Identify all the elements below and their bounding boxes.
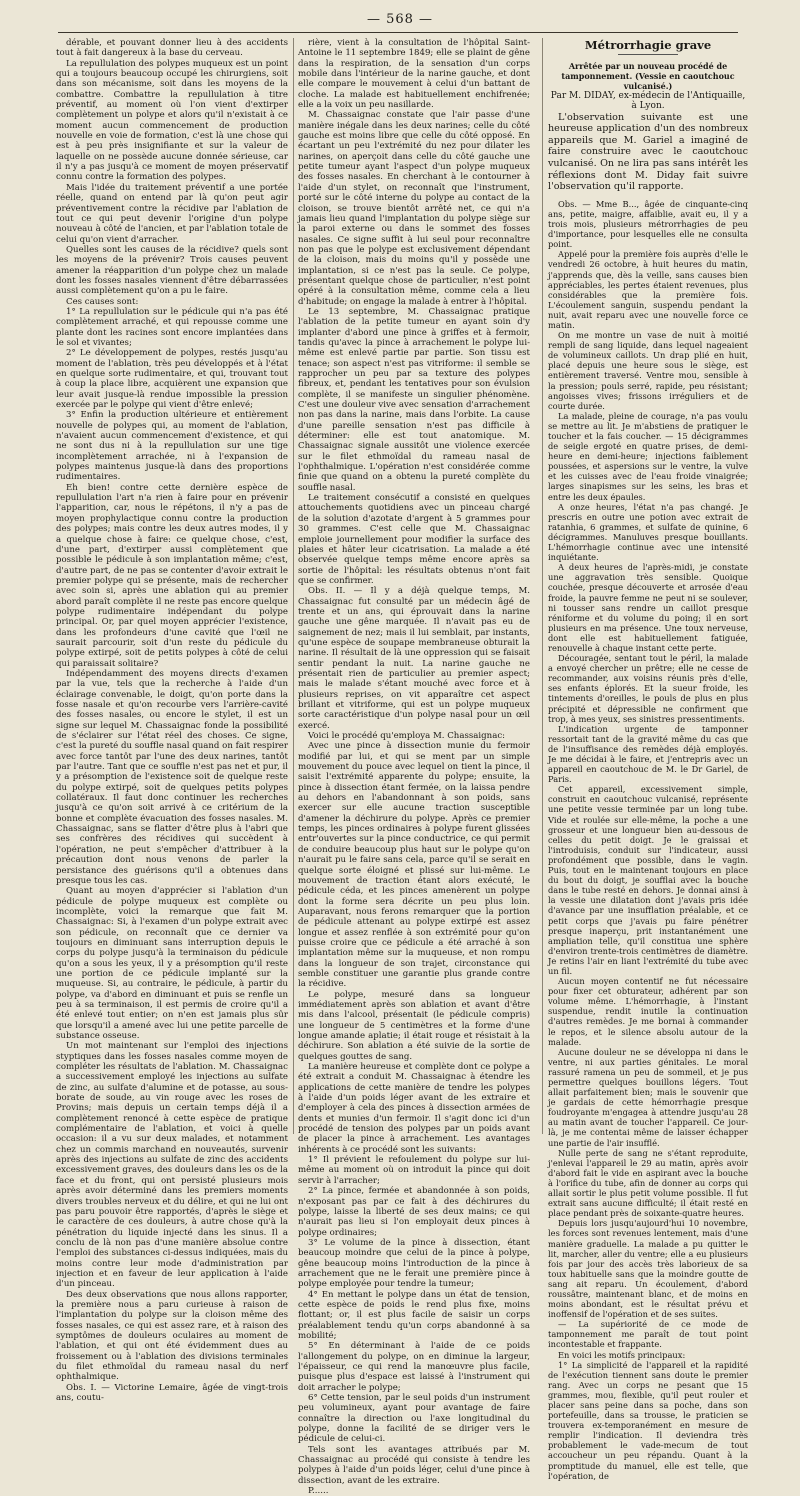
paragraph: Un mot maintenant sur l'emploi des injections styptiques dans les fosses nasales comme moyen de compléter les résultats de l'ablation. M. Chassaignac a successivement employé les injections au sulfate de zinc, au sulfate d'alumine et de potasse, au sous-borate de soude, au vin rouge avec les roses de Provins; mais depuis un certain temps déjà il a complètement renoncé à cette espèce de pratique complémentaire de l'ablation, et voici à quelle occasion: il a vu sur deux malades, et notamment chez un commis marchand en nouveautés, survenir après des injections au sulfate de zinc des accidents excessivement graves, des douleurs dans les os de la face et du front, qui ont persisté plusieurs mois après avoir déterminé dans les premiers moments divers troubles nerveux et du délire, et qui ne lui ont pas paru pouvoir être rapportés, d'après le siège et le caractère de ces douleurs, à autre chose qu'à la pénétration du liquide injecté dans les sinus. Il a conclu de là non pas d'une manière absolue contre l'emploi des substances ci-dessus indiquées, mais du moins contre leur mode d'administration par injection et en faveur de leur application à l'aide d'un pinceau.	[56, 1041, 288, 1290]
paragraph: Appelé pour la première fois auprès d'elle le vendredi 26 octobre, à huit heures du matin, j'apprends que, dès la veille, sans causes bien appréciables, les pertes étaient revenues, plus considérables que la première fois. L'écoulement sanguin, suspendu pendant la nuit, avait reparu avec une nouvelle force ce matin.	[548, 249, 748, 330]
title-rule	[618, 54, 678, 55]
paragraph: L'indication urgente de tamponner ressortait tant de la gravité même du cas que de l'insuffisance des remèdes déjà employés. Je me décidai à le faire, et j'entrepris avec un appareil en caoutchouc de M. le Dr Gariel, de Paris.	[548, 723, 748, 785]
column-left	[56, 38, 288, 1404]
paragraph: — La supériorité de ce mode de tamponnement me paraît de tout point incontestable et frappante.	[548, 1319, 748, 1350]
article-body	[548, 199, 748, 1481]
paragraph: La repullulation des polypes muqueux est un point qui a toujours beaucoup occupé les chirurgiens, soit dans son mécanisme, soit dans les moyens de la combattre. Combattre la repullulation à titre préventif, au moment où l'on vient d'extirper complètement un polype et alors qu'il n'existait à ce moment aucun commencement de production nouvelle en voie de formation, c'est là une chose qui est à peu près insignifiante et sur la valeur de laquelle on ne possède aucune donnée sérieuse, car il n'y a pas jusqu'à ce moment de moyen préservatif connu contre la formation des polypes.	[56, 58, 288, 183]
paragraph: 1° La simplicité de l'appareil et la rapidité de l'exécution tiennent sans doute le premier rang. Avec un corps ne pesant que 15 grammes, mou, flexible, qu'il peut rouler et placer sans peine dans sa poche, dans son portefeuille, dans sa trousse, le praticien se trouvera ex-temporanément en mesure de remplir l'indication. Il deviendra très probablement le vade-mecum de tout accoucheur un peu répandu. Quant à la promptitude du manuel, elle est telle, que l'opération, de	[548, 1359, 748, 1481]
paragraph: 4° En mettant le polype dans un état de tension, cette espèce de poids le rend plus fixe, moins flottant; or, il est plus facile de saisir un corps préalablement tendu qu'un corps abandonné à sa mobilité;	[298, 1289, 530, 1341]
paragraph: On me montre un vase de nuit à moitié rempli de sang liquide, dans lequel nageaient de volumineux caillots. Un drap plié en huit, placé depuis une heure sous le siège, est entièrement traversé. Ventre mou, sensible à la pression; pouls serré, rapide, peu résistant; angoisses vives; frissons irréguliers et de courte durée.	[548, 330, 748, 411]
paragraph: Des deux observations que nous allons rapporter, la première nous a paru curieuse à raison de l'implantation du polype sur la cloison même des fosses nasales, ce qui est assez rare, et à raison des symptômes de douleurs oculaires au moment de l'ablation, et qui ont été évidemment dues au froissement ou à l'ablation des divisions terminales du filet ethmoïdal du rameau nasal du nerf ophthalmique.	[56, 1289, 288, 1383]
paragraph: Avec une pince à dissection munie du fermoir modifié par lui, et qui se ment par un simple mouvement du pouce avec lequel on tient la pince, il saisit l'extrémité apparente du polype; ensuite, la pince à dissection étant fermée, on la laissa pendre au dehors en l'abandonnant à son poids, sans exercer sur elle aucune traction susceptible d'amener la déchirure du polype. Après ce premier temps, les pinces ordinaires à polype furent glissées entr'ouvertes sur la pince conductrice, ce qui permit de conduire beaucoup plus haut sur le polype qu'on n'aurait pu le faire sans cela, parce qu'il se serait en quelque sorte éloigné et plissé sur lui-même. Le mouvement de traction étant alors exécuté, le pédicule céda, et les pinces amenèrent un polype dont la forme sera décrite un peu plus loin. Auparavant, nous ferons remarquer que la portion de pédicule attenant au polype extirpé est assez longue et assez renflée à son extrémité pour qu'on puisse croire que ce pédicule a été arraché à son implantation même sur la muqueuse, et non rompu dans la longueur de son trajet, circonstance qui semble constituer une garantie plus grande contre la récidive.	[298, 741, 530, 990]
paragraph: A deux heures de l'après-midi, je constate une aggravation très sensible. Quoique couchée, presque découverte et arrosée d'eau froide, la pauvre femme ne peut ni se soulever, ni tousser sans rendre un caillot presque réniforme et du volume du poing; il en sort plusieurs en ma présence. Une toux nerveuse, dont elle est habituellement fatiguée, renouvelle à chaque instant cette perte.	[548, 562, 748, 653]
article-subtitle: Arrêtée par un nouveau procédé de tamponnement. (Vessie en caoutchouc vulcanisé.)	[561, 61, 735, 91]
paragraph: Obs. — Mme B..., âgée de cinquante-cinq ans, petite, maigre, affaiblie, avait eu, il y a trois mois, plusieurs métrorrhagies de peu d'importance, pour lesquelles elle ne consulta point.	[548, 198, 748, 250]
paragraph: Ces causes sont:	[66, 296, 139, 307]
paragraph: P......	[308, 1486, 329, 1496]
paragraph: 2° Le développement de polypes, restés jusqu'au moment de l'ablation, très peu développés et à l'état en quelque sorte rudimentaire, et qui, trouvant tout à coup la place libre, acquièrent une expansion que leur avait jusque-là rendue impossible la pression exercée par le polype qui vient d'être enlevé;	[56, 348, 288, 411]
paragraph: Découragée, sentant tout le péril, la malade a envoyé chercher un prêtre; elle ne cesse de recommander, aux voisins réunis près d'elle, ses enfants éplorés. Et la sueur froide, les tintements d'oreilles, le pouls de plus en plus précipité et dépressible ne confirment que trop, à mes yeux, ses sinistres pressentiments.	[548, 653, 748, 724]
paragraph: rière, vient à la consultation de l'hôpital Saint-Antoine le 11 septembre 1849; elle se plaint de gêne dans la respiration, de la sensation d'un corps mobile dans l'intérieur de la narine gauche, et dont elle compare le mouvement à celui d'un battant de cloche. La malade est habituellement enchifrenée; elle a la voix un peu nasillarde.	[298, 38, 530, 111]
article-title: Métrorrhagie grave	[584, 38, 712, 52]
column-right	[548, 38, 748, 1481]
paragraph: 3° Le volume de la pince à dissection, étant beaucoup moindre que celui de la pince à polype, gêne beaucoup moins l'introduction de la pince à arrachement que ne le ferait une première pince à polype employée pour tendre la tumeur;	[298, 1237, 530, 1290]
paragraph: Le traitement consécutif a consisté en quelques attouchements quotidiens avec un pinceau chargé de la solution d'azotate d'argent à 5 grammes pour 30 grammes. C'est celle que M. Chassaignac emploie journellement pour modifier la surface des plaies et hâter leur cicatrisation. La malade a été observée quelque temps même encore après sa sortie de l'hôpital: les résultats obtenus n'ont fait que se confirmer.	[298, 493, 530, 586]
paragraph: Obs. I. — Victorine Lemaire, âgée de vingt-trois ans, coutu-	[56, 1382, 288, 1404]
paragraph: Le 13 septembre, M. Chassaignac pratique l'ablation de la petite tumeur en ayant soin d'y implanter d'abord une pince à griffes et à fermoir, tandis qu'avec la pince à arrachement le polype lui-même est enlevé partie par partie. Son tissu est tenace; son aspect n'est pas vitriforme: il semble se rapprocher un peu par sa texture des polypes fibreux, et, pendant les tentatives pour son évulsion complète, il se manifeste un singulier phénomène. C'est une douleur vive avec sensation d'arrachement non pas dans la narine, mais dans l'orbite. La cause d'une pareille sensation n'est pas difficile à déterminer: elle est tout anatomique. M. Chassaignac signale aussitôt une violence exercée sur le filet ethmoïdal du rameau nasal de l'ophthalmique. L'opération n'est considérée comme finie que quand on a obtenu la pureté complète du souffle nasal.	[298, 306, 530, 493]
paragraph: La manière heureuse et complète dont ce polype a été extrait a conduit M. Chassaignac à étendre les applications de cette manière de tendre les polypes à l'aide d'un poids léger avant de les extraire et d'employer à cela des pinces à dissection armées de dents et munies d'un fermoir. Il s'agit donc ici d'un procédé de tension des polypes par un poids avant de placer la pince à arrachement. Les avantages inhérents à ce procédé sont les suivants:	[298, 1062, 530, 1155]
article-intro	[548, 112, 748, 193]
paragraph: 5° En déterminant à l'aide de ce poids l'allongement du polype, on en diminue la largeur, l'épaisseur, ce qui rend la manœuvre plus facile, puisque plus d'espace est laissé à l'instrument qui doit arracher le polype;	[298, 1341, 530, 1393]
paragraph: Aucune douleur ne se développa ni dans le ventre, ni aux parties génitales. Le moral rassuré ramena un peu de sommeil, et je pus permettre quelques bouillons légers. Tout allait parfaitement bien; mais le souvenir que je gardais de cette hémorrhagie presque foudroyante m'engagea à attendre jusqu'au 28 au matin avant de toucher l'appareil. Ce jour-là, je me contentai même de laisser échapper une partie de l'air insufflé.	[548, 1046, 748, 1148]
paragraph: Voici le procédé qu'employa M. Chassaignac:	[308, 731, 506, 742]
paragraph: Le polype, mesuré dans sa longueur immédiatement après son ablation et avant d'être mis dans l'alcool, présentait (le pédicule compris) une longueur de 5 centimètres et la forme d'une longue amande aplatie; il était rouge et résistait à la déchirure. Son ablation a été suivie de la sortie de quelques gouttes de sang.	[298, 989, 530, 1062]
paragraph: 1° Il prévient le refoulement du polype sur lui-même au moment où on introduit la pince qui doit servir à l'arracher;	[298, 1155, 530, 1186]
paragraph: M. Chassaignac constate que l'air passe d'une manière inégale dans les deux narines; celle du côté gauche est moins libre que celle du côté opposé. En écartant un peu l'extrémité du nez pour dilater les narines, on aperçoit dans celle du côté gauche une petite tumeur ayant l'aspect d'un polype muqueux des fosses nasales. En cherchant à le contourner à l'aide d'un stylet, on reconnaît que l'instrument, porté sur le côté interne du polype au contact de la cloison, se trouve bientôt arrêté net, ce qui n'a jamais lieu quand l'implantation du polype siège sur la paroi externe ou dans le sommet des fosses nasales. Ce signe suffit à lui seul pour reconnaître non pas que le polype est exclusivement dépendant de la cloison, mais du moins qu'il y possède une implantation, si ce n'est pas la seule. Ce polype, présentant quelque chose de particulier, n'est point opéré à la consultation même, comme cela a lieu d'habitude; on engage la malade à entrer à l'hôpital.	[298, 110, 530, 307]
paragraph: dérable, et pouvant donner lieu à des accidents tout à fait dangereux à la base du cerveau.	[56, 38, 288, 59]
paragraph: En voici les motifs principaux:	[558, 1349, 686, 1360]
paragraph: 1° La repullulation sur le pédicule qui n'a pas été complètement arraché, et qui repousse comme une plante dont les racines sont encore implantées dans le sol et vivantes;	[56, 306, 288, 348]
paragraph: 6° Cette tension, par le seul poids d'un instrument peu volumineux, ayant pour avantage de faire connaître la direction ou l'axe longitudinal du polype, donne la facilité de se diriger vers le pédicule de celui-ci.	[298, 1393, 530, 1445]
paragraph: A onze heures, l'état n'a pas changé. Je prescris en outre une potion avec extrait de ratanhia, 6 grammes, et sulfate de quinine, 6 décigrammes. Manuluves presque bouillants. L'hémorrhagie continue avec une intensité inquiétante.	[548, 501, 748, 563]
column-divider	[293, 38, 294, 1134]
paragraph: Nulle perte de sang ne s'étant reproduite, j'enlevai l'appareil le 29 au matin, après avoir d'abord fait le vide en aspirant avec la bouche à l'orifice du tube, afin de donner au corps qui allait sortir le plus petit volume possible. Il fut extrait sans aucune difficulté; il était resté en place pendant près de soixante-quatre heures.	[548, 1147, 748, 1219]
column-divider	[542, 38, 543, 1134]
paragraph: La malade, pleine de courage, n'a pas voulu se mettre au lit. Je m'abstiens de pratiquer le toucher et la fais coucher. — 15 décigrammes de seigle ergoté en quatre prises, de demi-heure en demi-heure; injections faiblement poussées, et aspersions sur le ventre, la vulve et les cuisses avec de l'eau froide vinaigrée; larges sinapismes sur les seins, les bras et entre les deux épaules.	[548, 410, 748, 502]
header-rule	[58, 32, 738, 33]
paragraph: Indépendamment des moyens directs d'examen par la vue, tels que la recherche à l'aide d'un éclairage convenable, le doigt, qu'on porte dans la fosse nasale et qu'on recourbe vers l'arrière-cavité des fosses nasales, ou encore le stylet, il est un signe sur lequel M. Chassaignac fonde la possibilité de s'éclairer sur l'état réel des choses. Ce signe, c'est la pureté du souffle nasal quand on fait respirer avec force tantôt par l'une des deux narines, tantôt par l'autre. Tant que ce souffle n'est pas net et pur, il y a présomption de l'existence soit de quelque reste du polype extirpé, soit de quelques petits polypes collatéraux. Il faut donc continuer les recherches jusqu'à ce qu'on soit arrivé à ce critérium de la bonne et complète évacuation des fosses nasales. M. Chassaignac, sans se flatter d'être plus à l'abri que ses confrères des récidives qui succèdent à l'opération, ne peut s'empêcher d'attribuer à la précaution dont nous venons de parler la persistance des guérisons qu'il a obtenues dans presque tous les cas.	[56, 668, 288, 886]
paragraph: Obs. II. — Il y a déjà quelque temps, M. Chassaignac fut consulté par un médecin âgé de trente et un ans, qui éprouvait dans la narine gauche une gêne marquée. Il n'avait pas eu de saignement de nez; mais il lui semblait, par instants, qu'une espèce de soupape membraneuse obturait la narine. Il résultait de là une oppression qui se faisait sentir pendant la nuit. La narine gauche ne présentait rien de particulier au premier aspect; mais le malade s'étant mouché avec force et à plusieurs reprises, on vit apparaître cet aspect brillant et vitriforme, qui est un polype muqueux sorte caractéristique d'un polype nasal pour un œil exercé.	[298, 586, 530, 731]
paragraph: Cet appareil, excessivement simple, construit en caoutchouc vulcanisé, représente une petite vessie terminée par un long tube. Vide et roulée sur elle-même, la poche a une grosseur et une longueur bien au-dessous de celles du petit doigt. Je le graissai et l'introduisis, conduit sur l'indicateur, aussi profondément que possible, dans le vagin. Puis, tout en le maintenant toujours en place du bout du doigt, je soufflai avec la bouche dans le tube resté en dehors. Je donnai ainsi à la vessie une dilatation dont j'avais pris idée d'avance par une insufflation préalable, et ce petit corps que j'avais pu faire pénétrer presque inaperçu, prit instantanément une ampliation telle, qu'il constitua une sphère d'environ trente-trois centimètres de diamètre. Je retins l'air en liant l'extrémité du tube avec un fil.	[548, 784, 748, 976]
paragraph: Mais l'idée du traitement préventif a une portée réelle, quand on entend par là qu'on peut agir préventivement contre la récidive par l'ablation de tout ce qui peut devenir l'origine d'un polype nouveau à côté de l'ancien, et par l'ablation totale de celui qu'on vient d'arracher.	[56, 182, 288, 245]
paragraph: Quelles sont les causes de la récidive? quels sont les moyens de la prévenir? Trois causes peuvent amener la réapparition d'un polype chez un malade dont les fosses nasales viennent d'être débarrassées aussi complètement qu'on a pu le faire.	[56, 244, 288, 297]
paragraph: 2° La pince, fermée et abandonnée à son poids, n'exposant pas par ce fait à des déchirures du polype, laisse la liberté de ses deux mains; ce qui n'aurait pas lieu si l'on employait deux pinces à polype ordinaires;	[298, 1186, 530, 1238]
article-author: Par M. DIDAY, ex-médecin de l'Antiquaille, à Lyon.	[550, 91, 746, 112]
paragraph: Aucun moyen contentif ne fut nécessaire pour fixer cet obturateur, adhérent par son volume même. L'hémorrhagie, à l'instant suspendue, rendit inutile la continuation d'autres remèdes. Je me bornai à commander le repos, et le silence absolu autour de la malade.	[548, 976, 748, 1047]
paragraph: Quant au moyen d'apprécier si l'ablation d'un pédicule de polype muqueux est complète ou incomplète, voici la remarque que fait M. Chassaignac: Si, à l'examen d'un polype extrait avec son pédicule, on reconnaît que ce dernier va toujours en diminuant sans interruption depuis le corps du polype jusqu'à la terminaison du pédicule qu'on a sous les yeux, il y a présomption qu'il reste une portion de ce pédicule implanté sur la muqueuse. Si, au contraire, le pédicule, à partir du polype, va d'abord en diminuant et puis se renfle un peu à sa terminaison, il est permis de croire qu'il a été enlevé tout entier; on n'en est jamais plus sûr que lorsqu'il a amené avec lui une petite parcelle de substance osseuse.	[56, 886, 288, 1041]
page-number: — 568 —	[366, 12, 434, 27]
intro-paragraph: L'observation suivante est une heureuse application d'un des nombreux appareils que M. Gariel a imaginé de faire construire avec le caoutchouc vulcanisé. On ne lira pas sans intérêt les réflexions dont M. Diday fait suivre l'observation qu'il rapporte.	[548, 111, 748, 193]
paragraph: 3° Enfin la production ultérieure et entièrement nouvelle de polypes qui, au moment de l'ablation, n'avaient aucun commencement d'existence, et qui ne sont dus ni à la repullulation sur une tige incomplètement arrachée, ni à l'expansion de polypes maintenus jusque-là dans des proportions rudimentaires.	[56, 410, 288, 483]
paragraph: Tels sont les avantages attribués par M. Chassaignac au procédé qui consiste à tendre les polypes à l'aide d'un poids léger, celui d'une pince à dissection, avant de les extraire.	[298, 1444, 530, 1486]
paragraph: Eh bien! contre cette dernière espèce de repullulation l'art n'a rien à faire pour en prévenir l'apparition, car, nous le répétons, il n'y a pas de moyen prophylactique connu contre la production des polypes; mais contre les deux autres modes, il y a quelque chose à faire: ce quelque chose, c'est, d'une part, d'extirper aussi complètement que possible le pédicule à son implantation même; c'est, d'autre part, de ne pas se contenter d'avoir extrait le premier polype qui se présente, mais de rechercher avec soin si, après une ablation qui au premier abord paraît complète il ne reste pas encore quelque polype rudimentaire indépendant du polype principal. Or, par quel moyen apprécier l'existence, dans les profondeurs d'une cavité que l'œil ne saurait parcourir, soit d'un reste du pédicule du polype extirpé, soit de petits polypes à côté de celui qui paraissait solitaire?	[56, 482, 288, 669]
paragraph: Depuis lors jusqu'aujourd'hui 10 novembre, les forces sont revenues lentement, mais d'une manière graduelle. La malade a pu quitter le lit, marcher, aller du ventre; elle a eu plusieurs fois par jour des accès très laborieux de sa toux habituelle sans que la moindre goutte de sang ait reparu. Un écoulement, d'abord roussâtre, maintenant blanc, et de moins en moins abondant, est le résultat prévu et inoffensif de l'opération et de ses suites.	[548, 1218, 748, 1320]
column-middle	[298, 38, 530, 1496]
